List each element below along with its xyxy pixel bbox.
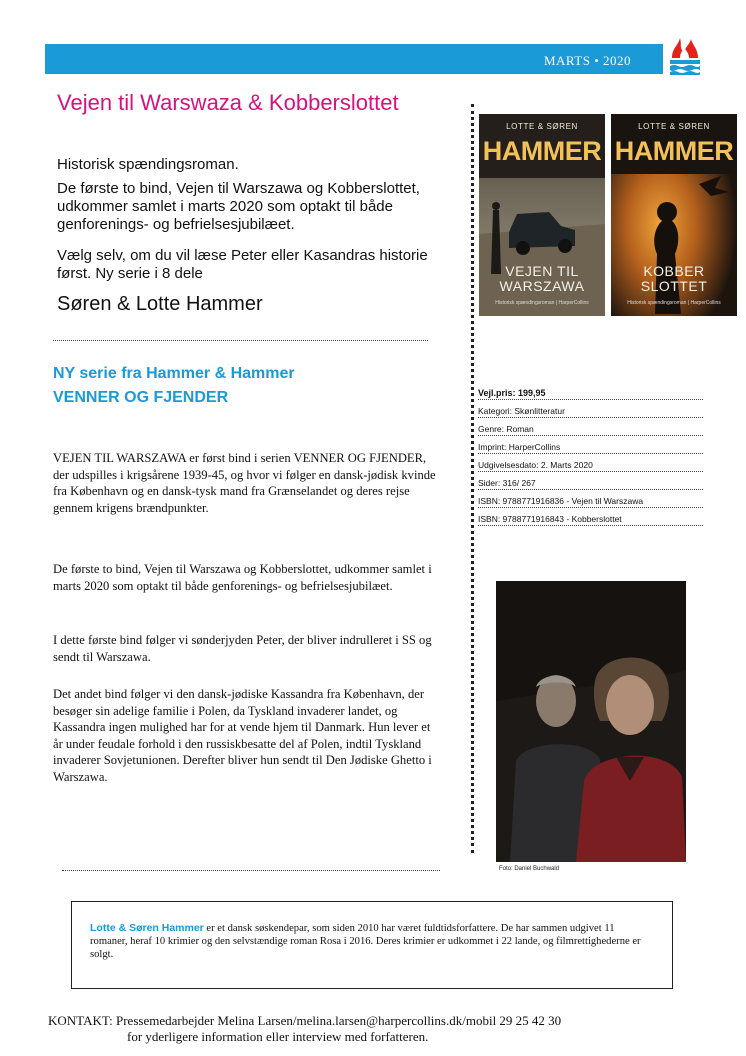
cover-title-line-1: VEJEN TIL	[505, 263, 579, 279]
fact-genre: Genre: Roman	[478, 418, 703, 436]
book-facts	[478, 382, 703, 526]
issue-date: MARTS • 2020	[543, 53, 631, 68]
fact-category: Kategori: Skønlitteratur	[478, 400, 703, 418]
cover-title-line-2: WARSZAWA	[499, 278, 585, 294]
header-bar	[45, 44, 663, 74]
book-series-note: Vælg selv, om du vil læse Peter eller Kasandras historie først. Ny serie i 8 dele	[57, 247, 428, 282]
photo-credit: Foto: Daniel Buchwald	[499, 866, 560, 872]
cover-authors: LOTTE & SØREN	[506, 122, 578, 131]
divider	[62, 870, 440, 871]
book-cover-kobberslottet	[611, 114, 737, 316]
fact-price: Vejl.pris: 199,95	[478, 382, 703, 400]
book-title: Vejen til Warswaza & Kobberslottet	[57, 90, 399, 115]
fact-imprint: Imprint: HarperCollins	[478, 436, 703, 454]
series-heading	[53, 362, 295, 410]
cover-authors: LOTTE & SØREN	[638, 122, 710, 131]
body-paragraph: VEJEN TIL WARSZAWA er først bind i serien VENNER OG FJENDER, der udspilles i krigsårene 1939-45, og hvor vi følger en dansk-jødisk kvinde fra København og en dansk-tysk mand fra Grænselandet og deres rejse gennem krigens brændpunkter.	[53, 451, 436, 515]
body-paragraph: I dette første bind følger vi sønderjyden Peter, der bliver indrulleret i SS og sendt til Warszawa.	[53, 633, 432, 664]
author-bio-body: er et dansk søskendepar, som siden 2010 har været fuldtidsforfattere. De har sammen udgivet 11 romaner, heraf 10 krimier og den selvstændige roman Rosa i 2016. Deres krimier er udkommet i 22 lande, og filmrettighederne er solgt.	[90, 923, 641, 960]
author-bio-box	[71, 901, 673, 989]
author-bio-name: Lotte & Søren Hammer	[90, 922, 204, 934]
book-authors: Søren & Lotte Hammer	[57, 293, 263, 315]
fact-pages: Sider: 316/ 267	[478, 472, 703, 490]
author-photo-art	[496, 581, 686, 862]
cover-title-line-1: KOBBER	[643, 263, 705, 279]
fact-isbn-1: ISBN: 9788771916836 - Vejen til Warszawa	[478, 490, 703, 508]
fact-release-date: Udgivelsesdato: 2. Marts 2020	[478, 454, 703, 472]
column-divider	[471, 104, 474, 853]
author-photo	[496, 581, 686, 862]
body-paragraph: De første to bind, Vejen til Warszawa og Kobberslottet, udkommer samlet i marts 2020 som optakt til både genforenings- og befrielsesjubilæet.	[53, 562, 432, 593]
cover-publisher: Historisk spændingsroman | HarperCollins	[495, 300, 589, 306]
series-line-2: VENNER OG FJENDER	[53, 389, 229, 406]
harpercollins-logo-icon	[668, 36, 702, 76]
book-intro: De første to bind, Vejen til Warszawa og Kobberslottet, udkommer samlet i marts 2020 som optakt til både genforenings- og befrielsesjubilæet.	[57, 180, 420, 233]
contact-note: for yderligere information eller interview med forfatteren.	[127, 1029, 429, 1044]
book-genre: Historisk spændingsroman.	[57, 156, 239, 173]
fact-isbn-2: ISBN: 9788771916843 - Kobberslottet	[478, 508, 703, 526]
divider	[53, 340, 428, 341]
cover-author-name: HAMMER	[482, 136, 602, 166]
author-bio-text	[90, 922, 650, 961]
book-cover-vejen-til-warszawa	[479, 114, 605, 316]
cover-publisher: Historisk spændingsroman | HarperCollins	[627, 300, 721, 306]
contact-line: KONTAKT: Pressemedarbejder Melina Larsen/melina.larsen@harpercollins.dk/mobil 29 25 42 30	[48, 1013, 562, 1028]
cover-title-line-2: SLOTTET	[640, 278, 708, 294]
series-line-1: NY serie fra Hammer & Hammer	[53, 365, 295, 382]
cover-author-name: HAMMER	[614, 136, 734, 166]
body-paragraph: Det andet bind følger vi den dansk-jødiske Kassandra fra København, der besøger sin adelige familie i Polen, da Tyskland invaderer landet, og Kassandra ingen mulighed har for at vende hjem til Danmark. Hun lever et år under feudale forhold i den russiskbesatte del af Polen, indtil Tyskland invaderer Sovjetunionen. Derefter bliver hun sendt til Den Jødiske Ghetto i Warszawa.	[53, 687, 432, 784]
